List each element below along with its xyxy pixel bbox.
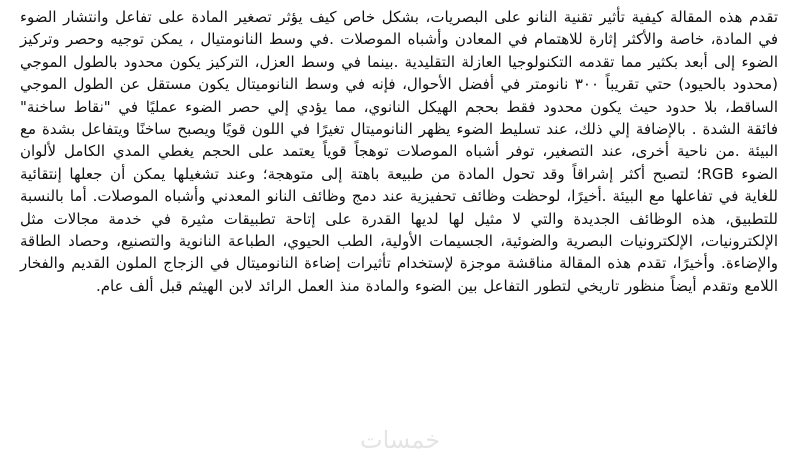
article-abstract-paragraph: تقدم هذه المقالة كيفية تأثير تقنية النانو على البصريات، بشكل خاص كيف يؤثر تصغير المادة على تفاعل وانتشار الضوء في المادة، خاصة والأكثر إثارة للاهتمام في المعادن وأشباه الموصلات .في وسط النانومتيال ، يمكن توجيه وحصر وتركيز الضوء إلى أبعد بكثير مما تقدمه التكنولوجيا العازلة التقليدية .بينما في وسط العزل، التركيز يكون محدود بالطول الموجي (محدود بالحيود) حتي تقريباً ٣٠٠ نانومتر في أفضل الأحوال، فإنه في وسط النانوميتال يكون مستقل عن الطول الموجي الساقط، بلا حدود حيث يكون محدود فقط بحجم الهيكل النانوي، مما يؤدي إلي حصر الضوء عمليًا في "نقاط ساخنة" فائقة الشدة . بالإضافة إلي ذلك، عند تسليط الضوء يظهر النانوميتال تغيرًا في اللون قويًا ويصبح ساخنًا ويتفاعل بشدة مع البيئة .من ناحية أخرى، عند التصغير، توفر أشباه الموصلات توهجاً قوياً يعتمد على الحجم يغطي المدي الكامل لألوان الضوء RGB؛ لتصبح أكثر إشراقاً وقد تحول المادة من طبيعة باهتة إلى متوهجة؛ وعند تشغيلها يمكن أن جعلها إنتقائية للغاية في تفاعلها مع البيئة .أخيرًا، لوحظت وظائف تحفيزية عند دمج وظائف النانو المعدني وأشباه الموصلات. أما بالنسبة للتطبيق، هذه الوظائف الجديدة والتي لا مثيل لها لديها القدرة على إتاحة تطبيقات مثيرة في خدمة مجالات مثل الإلكترونيات، الإلكترونيات البصرية والضوئية، الجسيمات الأولية، الطب الحيوي، الطباعة النانوية والتصنيع، وحصاد الطاقة والإضاءة. وأخيرًا، تقدم هذه المقالة مناقشة موجزة لإستخدام تأثيرات إضاءة النانوميتال في الزجاج الملون القديم والفخار اللامع وتقدم أيضاً منظور تاريخي لتطور التفاعل بين الضوء والمادة منذ العمل الرائد لابن الهيثم قبل ألف عام.: [20, 8, 778, 295]
site-watermark: خمسات: [360, 426, 441, 454]
